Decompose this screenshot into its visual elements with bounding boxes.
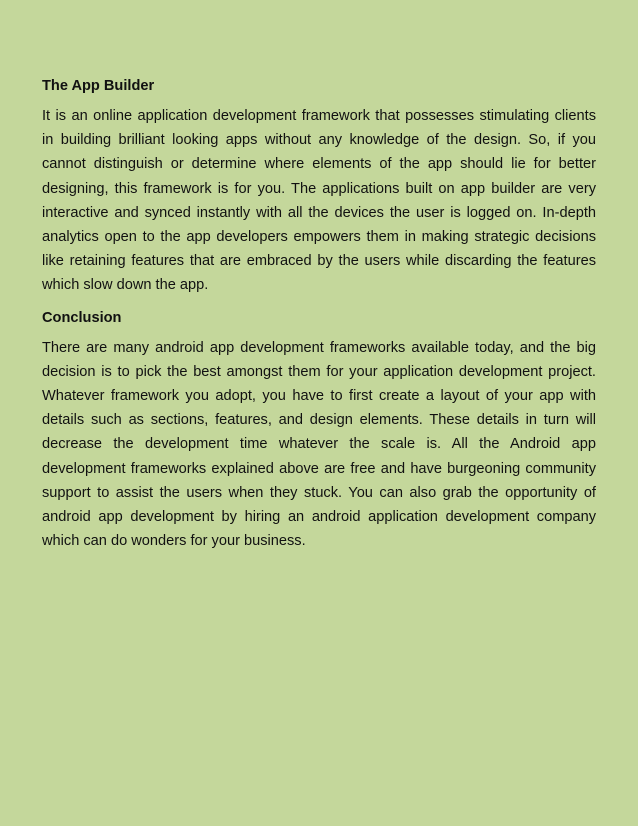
section-conclusion <box>42 307 596 554</box>
section-app-builder <box>42 75 596 298</box>
section-paragraph: It is an online application development framework that possesses stimulating clients in building brilliant looking apps without any knowledge of the design. So, if you cannot distinguish or determine where elements of the app should lie for better designing, this framework is for you. The applications built on app builder are very interactive and synced instantly with all the devices the user is logged on. In-depth analytics open to the app developers empowers them in making strategic decisions like retaining features that are embraced by the users while discarding the features which slow down the app. <box>42 108 596 294</box>
section-heading: Conclusion <box>42 309 122 326</box>
section-heading: The App Builder <box>42 78 155 94</box>
section-paragraph: There are many android app development frameworks available today, and the big decision is to pick the best amongst them for your application development project. Whatever framework you adopt, you have to first create a layout of your app with details such as sections, features, and design elements. These details in turn will decrease the development time whatever the scale is. All the Android app development frameworks explained above are free and have burgeoning community support to assist the users when they stuck. You can also grab the opportunity of android app development by hiring an android application development company which can do wonders for your business. <box>42 339 596 550</box>
